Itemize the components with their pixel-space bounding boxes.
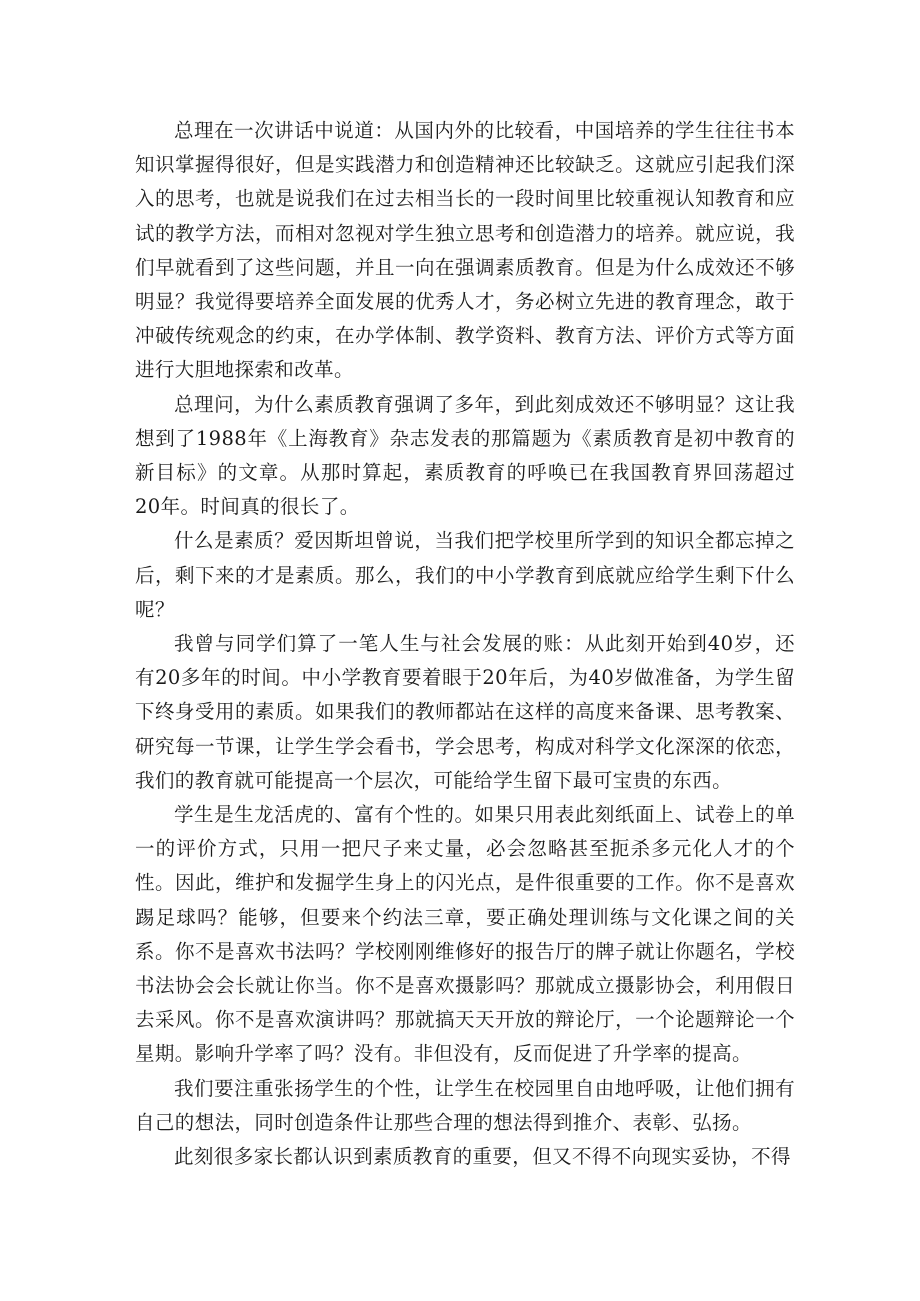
paragraph: 此刻很多家长都认识到素质教育的重要，但又不得不向现实妥协，不得: [174, 1145, 791, 1169]
paragraph: 总理问，为什么素质教育强调了多年，到此刻成效还不够明显？这让我想到了1988年《上海教育》杂志发表的那篇题为《素质教育是初中教育的新目标》的文章。从那时算起，素质教育的呼唤已在我国教育界回荡超过20年。时间真的很长了。: [135, 392, 795, 519]
paragraph: 我曾与同学们算了一笔人生与社会发展的账：从此刻开始到40岁，还有20多年的时间。中小学教育要着眼于20年后，为40岁做准备，为学生留下终身受用的素质。如果我们的教师都站在这样的高度来备课、思考教案、研究每一节课，让学生学会看书，学会思考，构成对科学文化深深的依恋，我们的教育就可能提高一个层次，可能给学生留下最可宝贵的东西。: [135, 632, 795, 792]
paragraph: 我们要注重张扬学生的个性，让学生在校园里自由地呼吸，让他们拥有自己的想法，同时创造条件让那些合理的想法得到推介、表彰、弘扬。: [135, 1076, 795, 1134]
document-body: [135, 114, 795, 1174]
paragraph: 什么是素质？爱因斯坦曾说，当我们把学校里所学到的知识全都忘掉之后，剩下来的才是素质。那么，我们的中小学教育到底就应给学生剩下什么呢？: [135, 529, 795, 621]
paragraph: 学生是生龙活虎的、富有个性的。如果只用表此刻纸面上、试卷上的单一的评价方式，只用一把尺子来丈量，必会忽略甚至扼杀多元化人才的个性。因此，维护和发掘学生身上的闪光点，是件很重要的工作。你不是喜欢踢足球吗？能够，但要来个约法三章，要正确处理训练与文化课之间的关系。你不是喜欢书法吗？学校刚刚维修好的报告厅的牌子就让你题名，学校书法协会会长就让你当。你不是喜欢摄影吗？那就成立摄影协会，利用假日去采风。你不是喜欢演讲吗？那就搞天天开放的辩论厅，一个论题辩论一个星期。影响升学率了吗？没有。非但没有，反而促进了升学率的提高。: [135, 803, 795, 1066]
paragraph: 总理在一次讲话中说道：从国内外的比较看，中国培养的学生往往书本知识掌握得很好，但是实践潜力和创造精神还比较缺乏。这就应引起我们深入的思考，也就是说我们在过去相当长的一段时间里比较重视认知教育和应试的教学方法，而相对忽视对学生独立思考和创造潜力的培养。就应说，我们早就看到了这些问题，并且一向在强调素质教育。但是为什么成效还不够明显？我觉得要培养全面发展的优秀人才，务必树立先进的教育理念，敢于冲破传统观念的约束，在办学体制、教学资料、教育方法、评价方式等方面进行大胆地探索和改革。: [135, 119, 795, 382]
